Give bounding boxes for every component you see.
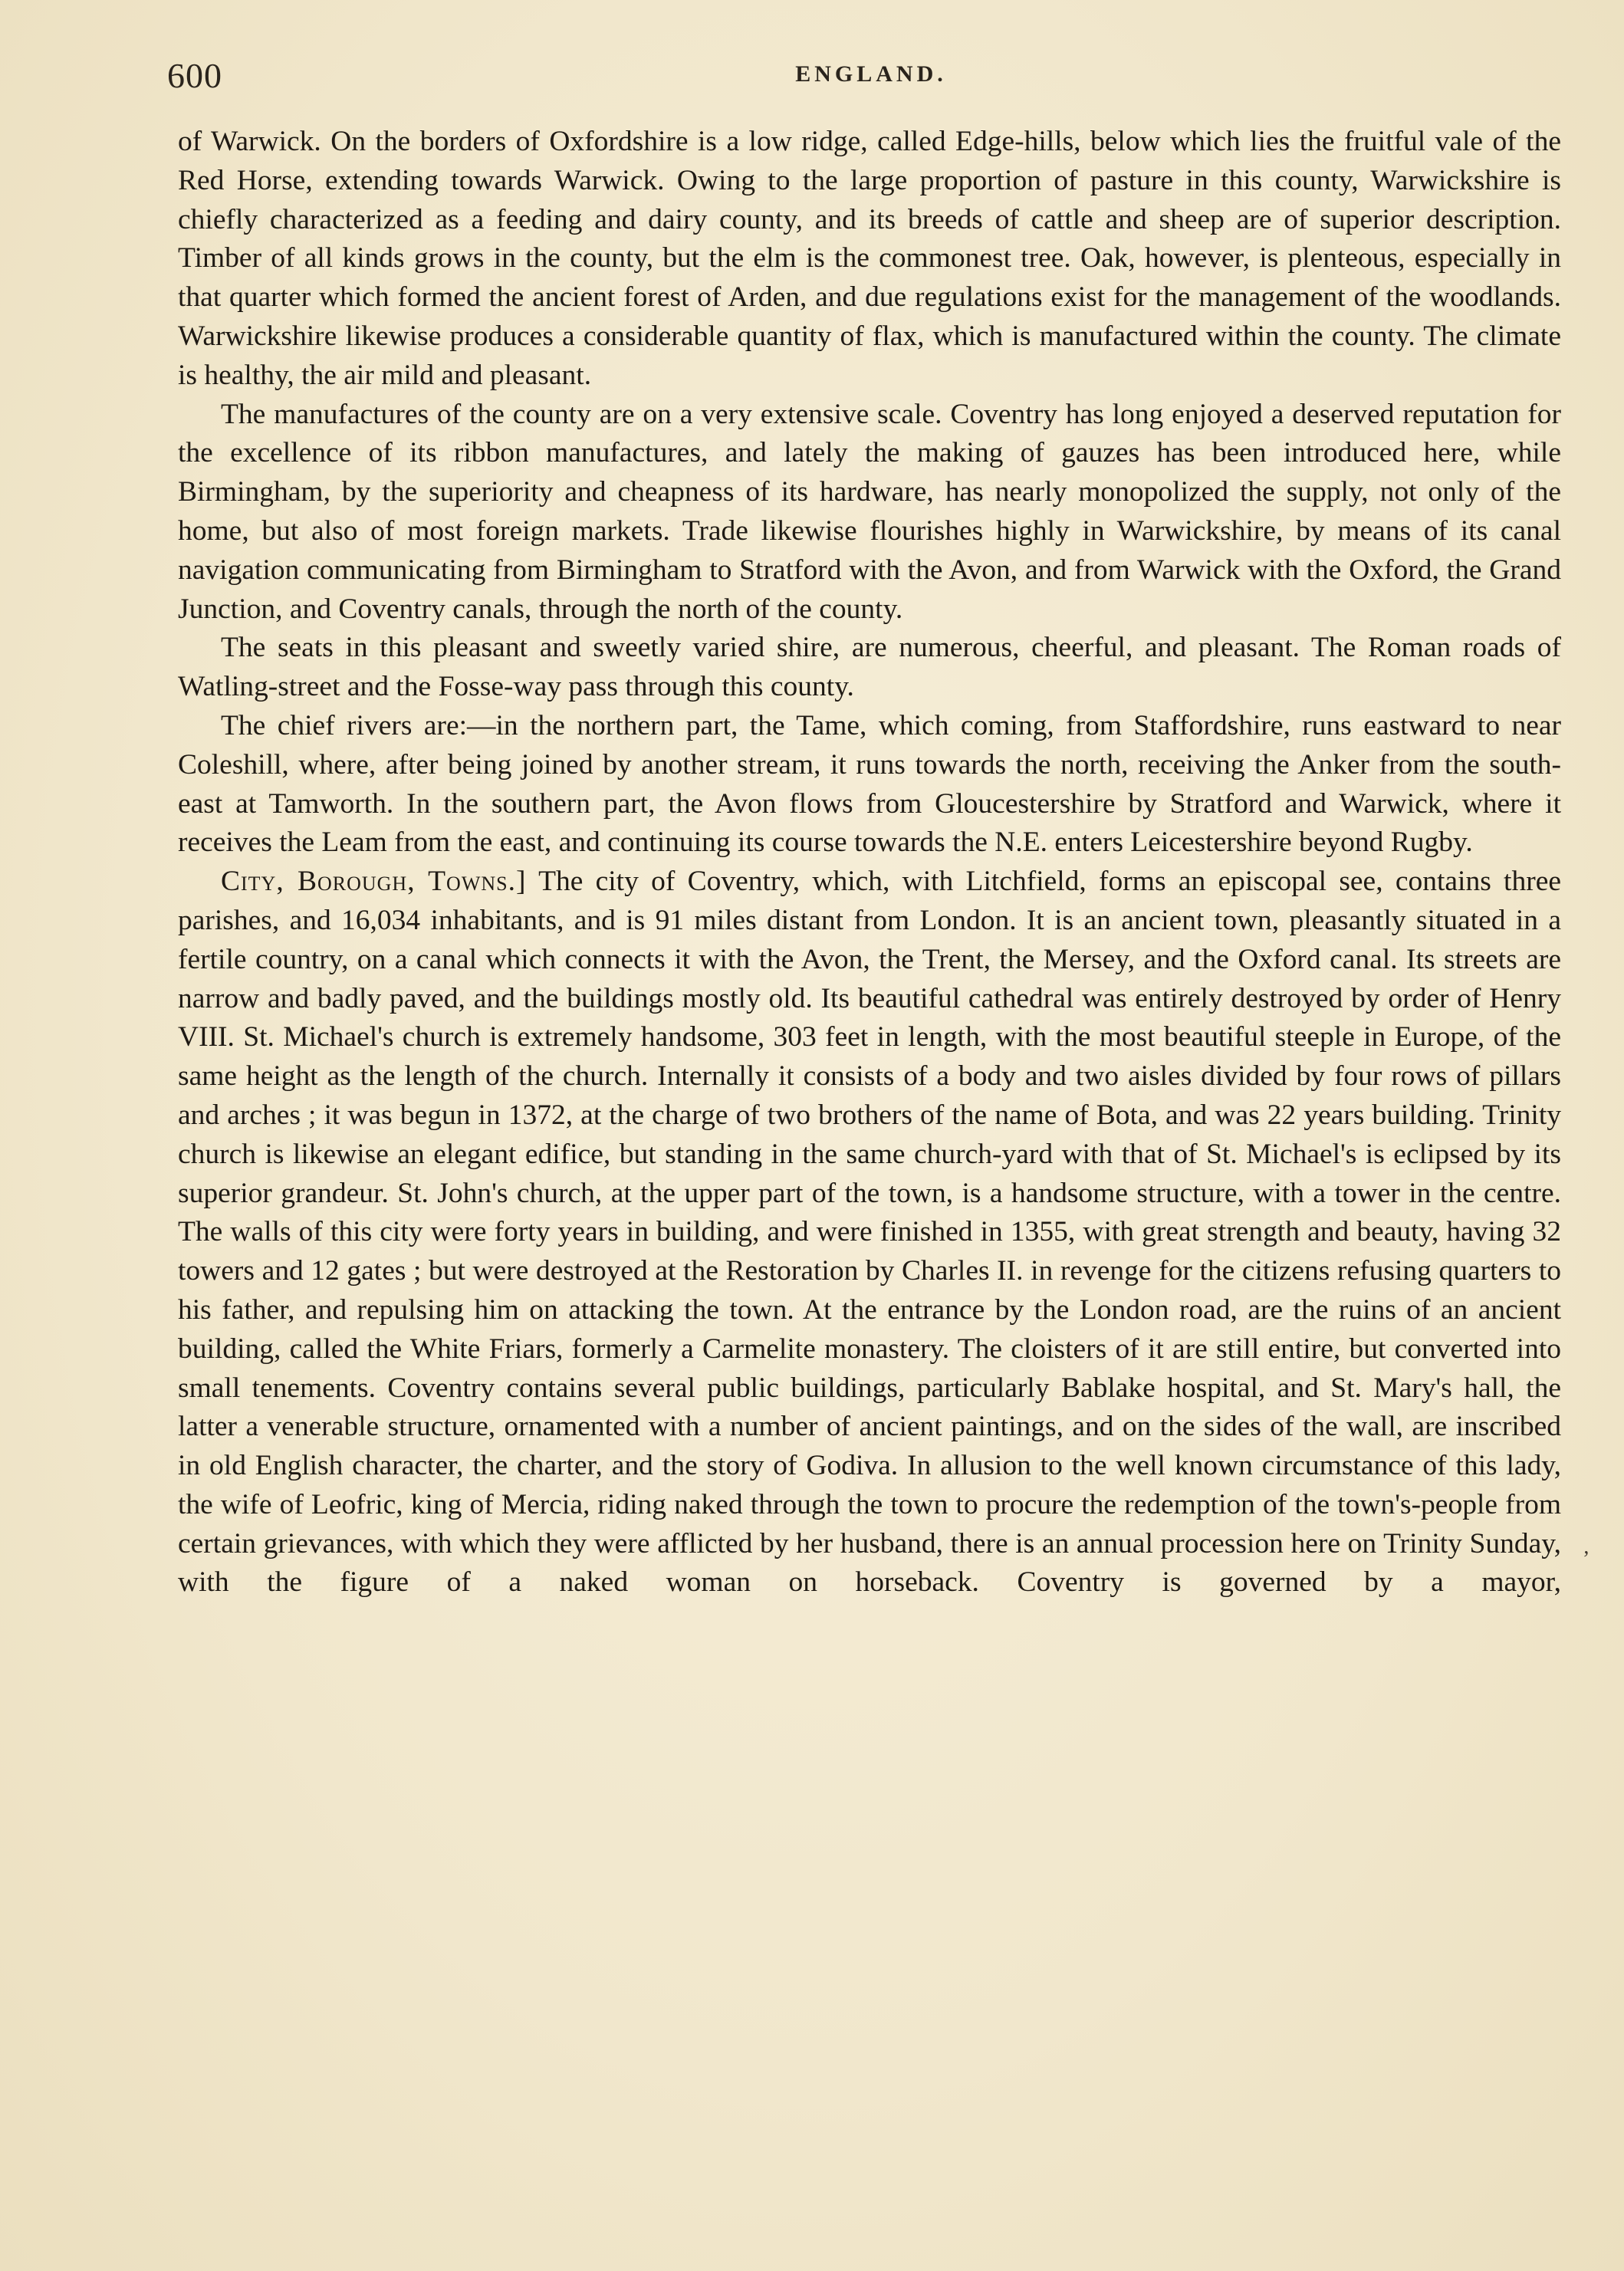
body-text	[178, 123, 1561, 1602]
paragraph-seats: The seats in this pleasant and sweetly varied shire, are numerous, cheerful, and pleasant. The Roman roads of Watling-street and the Fosse-way pass through this county.	[178, 632, 1561, 703]
page-number: 600	[167, 56, 222, 95]
paragraph-warwick-geography: of Warwick. On the borders of Oxfordshire is a low ridge, called Edge-hills, below which lies the fruitful vale of the Red Horse, extending towards Warwick. Owing to the large proportion of pasture in this county, Warwickshire is chiefly characterized as a feeding and dairy county, and its breeds of cattle and sheep are of superior description. Timber of all kinds grows in the county, but the elm is the commonest tree. Oak, however, is plenteous, especially in that quarter which formed the ancient forest of Arden, and due regulations exist for the management of the woodlands. Warwickshire likewise produces a considerable quantity of flax, which is manufactured within the county. The climate is healthy, the air mild and pleasant.	[178, 126, 1561, 391]
margin-mark: ’	[1583, 1547, 1590, 1571]
paragraph-rivers: The chief rivers are:—in the northern part, the Tame, which coming, from Staffordshire, runs eastward to near Coleshill, where, after being joined by another stream, it runs towards the north, receiving the Anker from the south-east at Tamworth. In the southern part, the Avon flows from Gloucestershire by Stratford and Warwick, where it receives the Leam from the east, and continuing its course towards the N.E. enters Leicestershire beyond Rugby.	[178, 709, 1561, 859]
page-header	[167, 55, 1575, 101]
section-lead-city-borough-towns: City, Borough, Towns.]	[221, 866, 527, 898]
paragraph-manufactures: The manufactures of the county are on a very extensive scale. Coventry has long enjoyed a deserved reputation for the excellence of its ribbon manufactures, and lately the making of gauzes has been introduced here, while Birmingham, by the superiority and cheapness of its hardware, has nearly monopolized the supply, not only of the home, but also of most foreign markets. Trade likewise flourishes highly in Warwickshire, by means of its canal navigation communicating from Birmingham to Stratford with the Avon, and from Warwick with the Oxford, the Grand Junction, and Coventry canals, through the north of the county.	[178, 398, 1561, 625]
running-head: ENGLAND.	[795, 61, 947, 87]
paragraph-city-borough-towns	[178, 863, 1561, 1602]
paragraph-city-text: The city of Coventry, which, with Litchfield, forms an episcopal see, contains three parishes, and 16,034 inhabitants, and is 91 miles distant from London. It is an ancient town, pleasantly situated in a fertile country, on a canal which connects it with the Avon, the Trent, the Mersey, and the Oxford canal. Its streets are narrow and badly paved, and the buildings mostly old. Its beautiful cathedral was entirely destroyed by order of Henry VIII. St. Michael's church is extremely handsome, 303 feet in length, with the most beautiful steeple in Europe, of the same height as the length of the church. Internally it consists of a body and two aisles divided by four rows of pillars and arches ; it was begun in 1372, at the charge of two brothers of the name of Bota, and was 22 years building. Trinity church is likewise an elegant edifice, but standing in the same church-yard with that of St. Michael's is eclipsed by its superior grandeur. St. John's church, at the upper part of the town, is a handsome structure, with a tower in the centre. The walls of this city were forty years in building, and were finished in 1355, with great strength and beauty, having 32 towers and 12 gates ; but were destroyed at the Restoration by Charles II. in revenge for the citizens refusing quarters to his father, and repulsing him on attacking the town. At the entrance by the London road, are the ruins of an ancient building, called the White Friars, formerly a Carmelite monastery. The cloisters of it are still entire, but converted into small tenements. Coventry contains several public buildings, particularly Bablake hospital, and St. Mary's hall, the latter a venerable structure, ornamented with a number of ancient paintings, and on the sides of the wall, are inscribed in old English character, the charter, and the story of Godiva. In allusion to the well known circumstance of this lady, the wife of Leofric, king of Mercia, riding naked through the town to procure the redemption of the town's-people from certain grievances, with which they were afflicted by her husband, there is an annual procession here on Trinity Sunday, with the figure of a naked woman on horseback. Coventry is governed by a mayor,	[178, 866, 1561, 1599]
